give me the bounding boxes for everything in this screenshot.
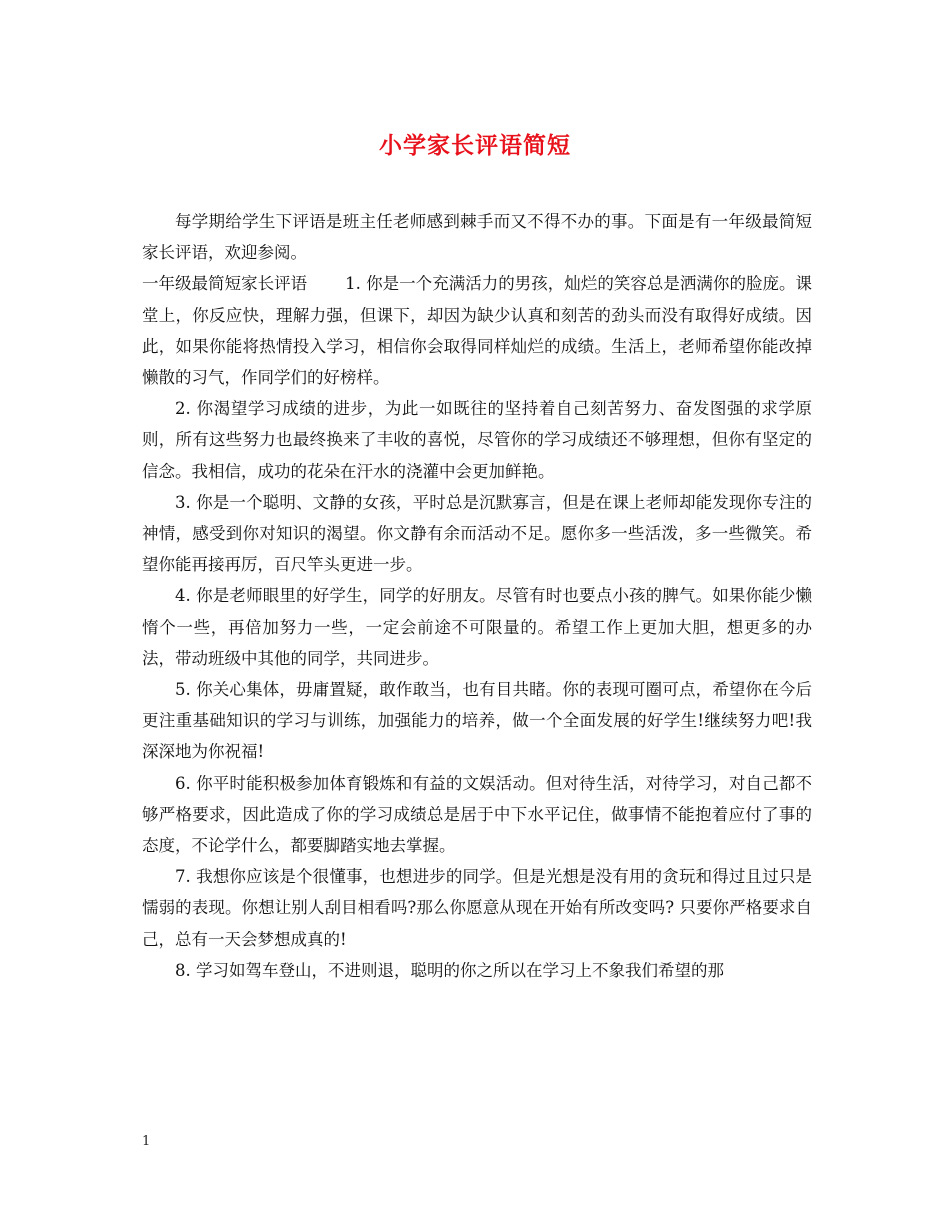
section-heading: 一年级最简短家长评语: [142, 274, 308, 294]
comment-item-1: [142, 268, 812, 393]
page-number: 1: [142, 1134, 151, 1149]
comment-item-7: 7. 我想你应该是个很懂事，也想进步的同学。但是光想是没有用的贪玩和得过且过只是懦弱的表现。你想让别人刮目相看吗?那么你愿意从现在开始有所改变吗? 只要你严格要求自己，总有一天会梦想成真的!: [142, 867, 812, 949]
comment-item-3: 3. 你是一个聪明、文静的女孩，平时总是沉默寡言，但是在课上老师却能发现你专注的神情，感受到你对知识的渴望。你文静有余而活动不足。愿你多一些活泼，多一些微笑。希望你能再接再厉，百尺竿头更进一步。: [142, 492, 812, 575]
document-body: [142, 206, 812, 986]
comment-item-8: 8. 学习如驾车登山，不进则退，聪明的你之所以在学习上不象我们希望的那: [175, 960, 724, 980]
comment-item-6: 6. 你平时能积极参加体育锻炼和有益的文娱活动。但对待生活，对待学习，对自己都不够严格要求，因此造成了你的学习成绩总是居于中下水平记住，做事情不能抱着应付了事的态度，不论学什么，都要脚踏实地去掌握。: [142, 773, 812, 856]
comment-item-4: 4. 你是老师眼里的好学生，同学的好朋友。尽管有时也要点小孩的脾气。如果你能少懒惰个一些，再倍加努力一些，一定会前途不可限量的。希望工作上更加大胆，想更多的办法，带动班级中其他的同学，共同进步。: [142, 586, 812, 668]
comment-item-1-text: 1. 你是一个充满活力的男孩，灿烂的笑容总是洒满你的脸庞。课堂上，你反应快，理解力强，但课下，却因为缺少认真和刻苦的劲头而没有取得好成绩。因此，如果你能将热情投入学习，相信你会取得同样灿烂的成绩。生活上，老师希望你能改掉懒散的习气，作同学们的好榜样。: [142, 274, 812, 388]
intro-paragraph: 每学期给学生下评语是班主任老师感到棘手而又不得不办的事。下面是有一年级最简短家长评语，欢迎参阅。: [142, 212, 812, 263]
comment-item-2: 2. 你渴望学习成绩的进步，为此一如既往的坚持着自己刻苦努力、奋发图强的求学原则，所有这些努力也最终换来了丰收的喜悦，尽管你的学习成绩还不够理想，但你有坚定的信念。我相信，成功的花朵在汗水的浇灌中会更加鲜艳。: [142, 399, 812, 481]
document-title: 小学家长评语简短: [379, 132, 571, 159]
comment-item-5: 5. 你关心集体，毋庸置疑，敢作敢当，也有目共睹。你的表现可圈可点，希望你在今后更注重基础知识的学习与训练，加强能力的培养，做一个全面发展的好学生!继续努力吧!我深深地为你祝福!: [142, 680, 812, 762]
